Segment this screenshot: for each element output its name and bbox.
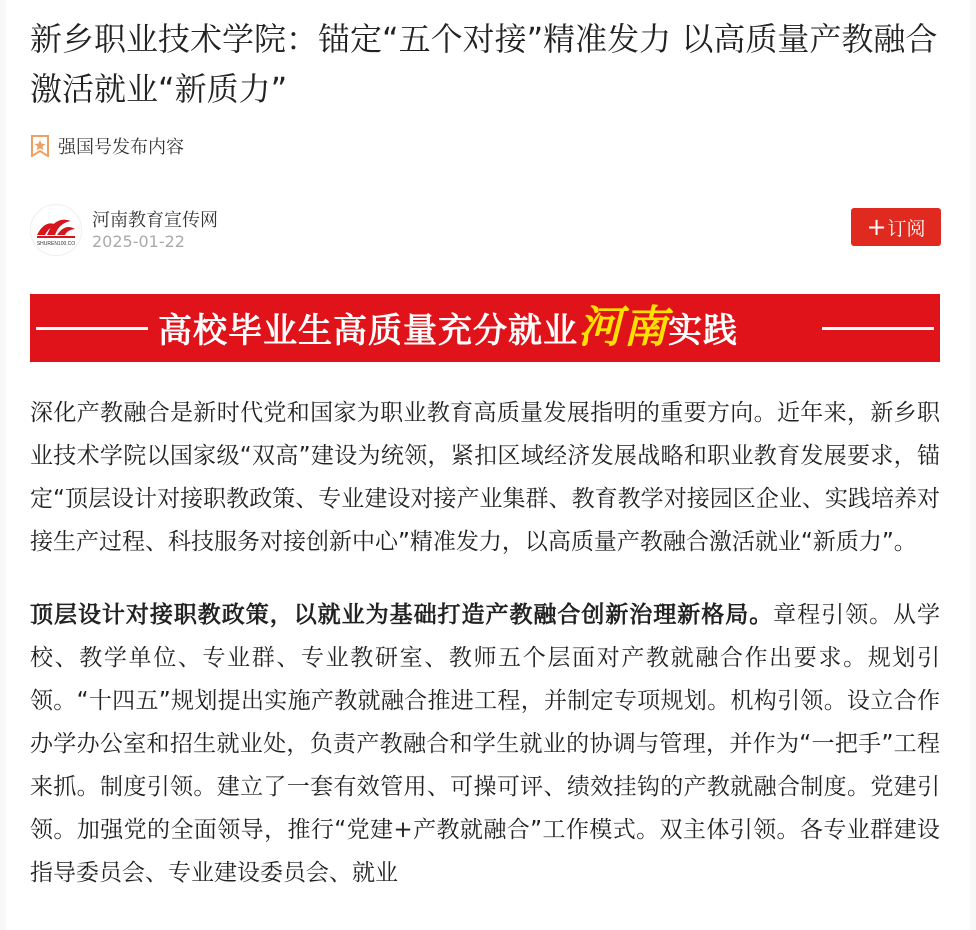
article-content (30, 0, 941, 886)
subscribe-button[interactable] (851, 208, 941, 246)
topic-banner (30, 294, 940, 362)
publish-date: 2025-01-22 (92, 232, 185, 251)
paragraph-text: 深化产教融合是新时代党和国家为职业教育高质量发展指明的重要方向。近年来，新乡职业技术学院以国家级“双高”建设为统领，紧扣区域经济发展战略和职业教育发展要求，锚定“顶层设计对接职教政策、专业建设对接产业集群、教育教学对接园区企业、实践培养对接生产过程、科技服务对接创新中心”精准发力，以高质量产教融合激活就业“新质力”。 (30, 400, 940, 555)
banner-text (158, 302, 738, 357)
banner-line-right (822, 327, 934, 330)
paragraph (30, 392, 940, 564)
article-body (30, 392, 940, 925)
paragraph-text: 章程引领。从学校、教学单位、专业群、专业教研室、教师五个层面对产教就融合作出要求。规划引领。“十四五”规划提出实施产教就融合推进工程，并制定专项规划。机构引领。设立合作办学办公室和招生就业处，负责产教融合和学生就业的协调与管理，并作为“一把手”工程来抓。制度引领。建立了一套有效管用、可操可评、绩效挂钩的产教就融合制度。党建引领。加强党的全面领导，推行“党建+产教就融合”工作模式。双主体引领。各专业群建设指导委员会、专业建设委员会、就业 (30, 602, 941, 886)
paragraph (30, 594, 940, 895)
banner-text-highlight: 河南 (578, 302, 668, 353)
banner-line-left (36, 327, 148, 330)
subscribe-label: 订阅 (887, 217, 926, 240)
bookmark-star-icon (30, 135, 50, 157)
author-avatar[interactable] (30, 204, 82, 256)
source-row (30, 132, 184, 160)
article-title: 新乡职业技术学院：锚定“五个对接”精准发力 以高质量产教融合激活就业“新质力” (30, 20, 938, 108)
plus-icon: + (866, 213, 887, 241)
banner-text-before: 高校毕业生高质量充分就业 (158, 311, 578, 351)
article-page (6, 0, 970, 930)
source-label: 强国号发布内容 (58, 137, 184, 158)
banner-text-after: 实践 (668, 311, 738, 351)
author-row (30, 204, 940, 256)
author-name[interactable]: 河南教育宣传网 (92, 210, 218, 231)
avatar-text: SHUREN100.CO (36, 241, 76, 247)
paragraph-heading: 顶层设计对接职教政策，以就业为基础打造产教融合创新治理新格局。 (30, 602, 774, 628)
